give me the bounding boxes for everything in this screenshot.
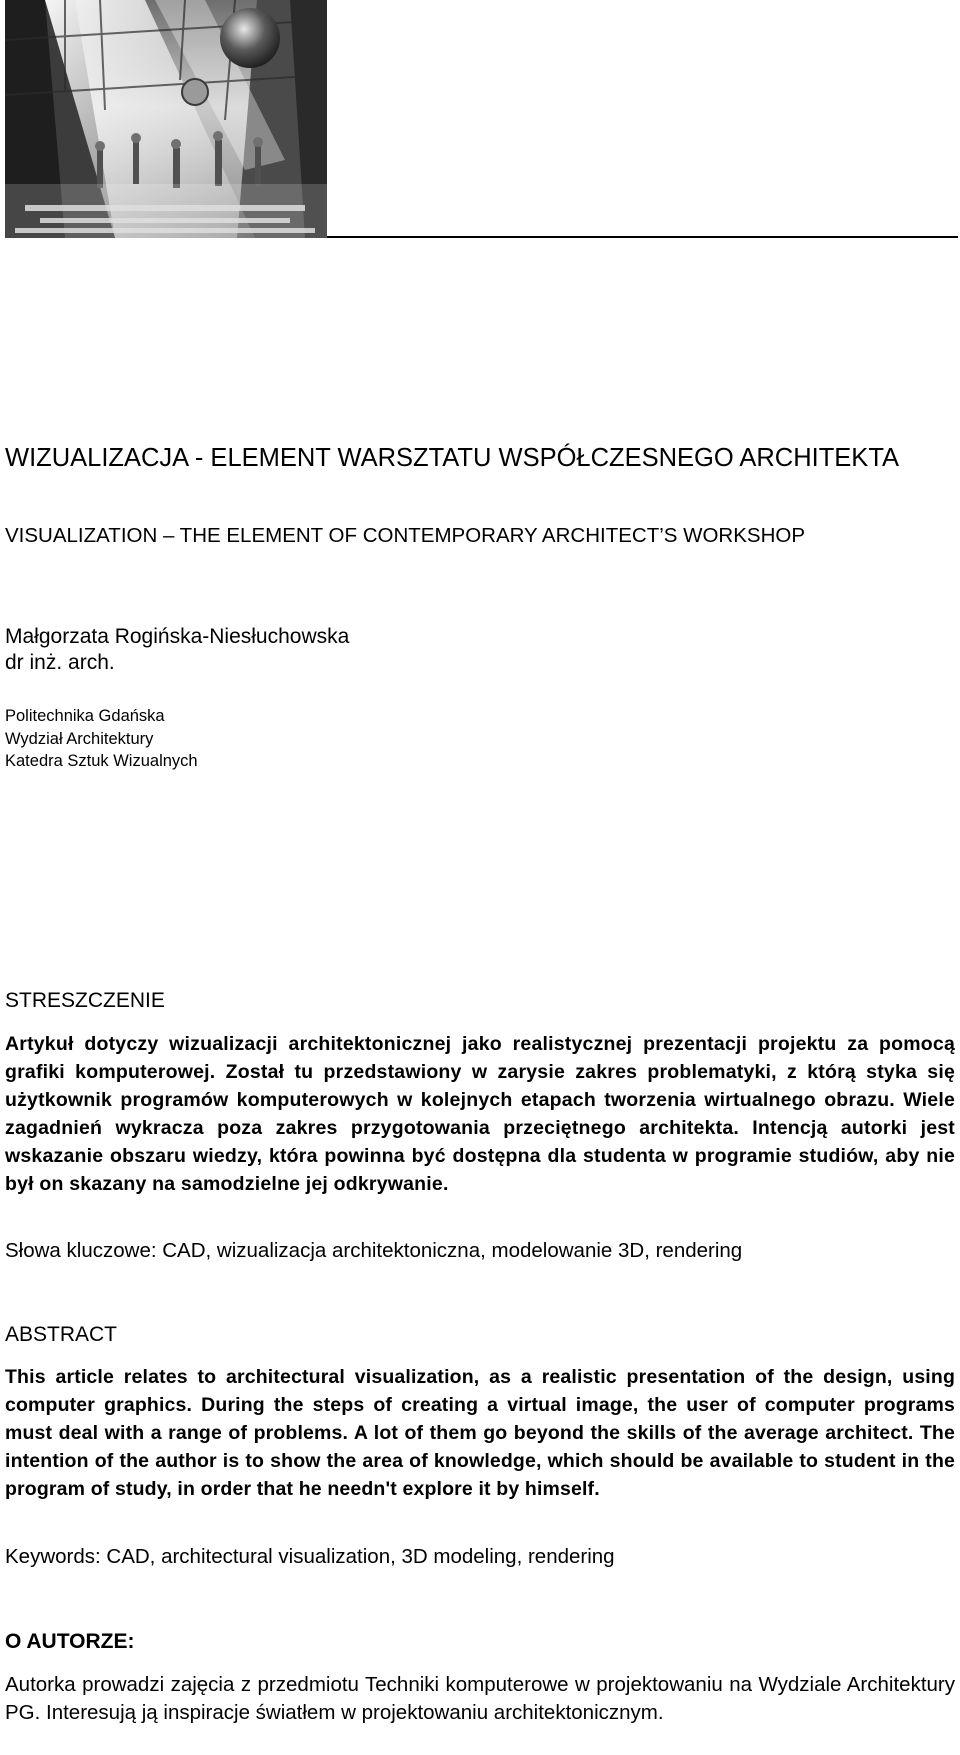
streszczenie-heading: STRESZCZENIE bbox=[5, 989, 165, 1012]
keywords-english: Keywords: CAD, architectural visualization, 3D modeling, rendering bbox=[5, 1545, 615, 1568]
english-title: VISUALIZATION – THE ELEMENT OF CONTEMPORARY ARCHITECT’S WORKSHOP bbox=[5, 524, 806, 547]
abstract-heading: ABSTRACT bbox=[5, 1323, 118, 1346]
abstract-body: This article relates to architectural visualization, as a realistic presentation of the design, using computer graphics. During the steps of creating a virtual image, the user of computer programs must deal with a range of problems. A lot of them go beyond the skills of the average architect. The intention of the author is to show the area of knowledge, which should be available to student in the program of study, in order that he needn't explore it by himself. bbox=[5, 1366, 955, 1500]
affiliation-department: Katedra Sztuk Wizualnych bbox=[5, 752, 198, 770]
affiliation-university: Politechnika Gdańska bbox=[5, 707, 165, 725]
keywords-polish: Słowa kluczowe: CAD, wizualizacja architektoniczna, modelowanie 3D, rendering bbox=[5, 1239, 743, 1262]
affiliation-faculty: Wydział Architektury bbox=[5, 730, 154, 748]
page-title: WIZUALIZACJA - ELEMENT WARSZTATU WSPÓŁCZESNEGO ARCHITEKTA bbox=[5, 444, 900, 472]
author-degree: dr inż. arch. bbox=[5, 651, 115, 674]
render-illustration bbox=[5, 0, 327, 238]
author-name: Małgorzata Rogińska-Niesłuchowska bbox=[5, 625, 350, 648]
header-rule bbox=[327, 236, 958, 238]
streszczenie-body: Artykuł dotyczy wizualizacji architektonicznej jako realistycznej prezentacji projektu za pomocą grafiki komputerowej. Został tu przedstawiony w zarysie zakres problematyki, z którą styka się użytkownik programów komputerowych w kolejnych etapach tworzenia wirtualnego obrazu. Wiele zagadnień wykracza poza zakres przygotowania przeciętnego architekta. Intencją autorki jest wskazanie obszaru wiedzy, która powinna być dostępna dla studenta w programie studiów, aby nie był on skazany na samodzielne jej odkrywanie. bbox=[5, 1033, 955, 1195]
about-author-body: Autorka prowadzi zajęcia z przedmiotu Techniki komputerowe w projektowaniu na Wydziale Architektury PG. Interesują ją inspiracje światłem w projektowaniu architektonicznym. bbox=[5, 1673, 955, 1724]
architectural-render-icon bbox=[5, 0, 327, 238]
about-author-heading: O AUTORZE: bbox=[5, 1630, 135, 1653]
